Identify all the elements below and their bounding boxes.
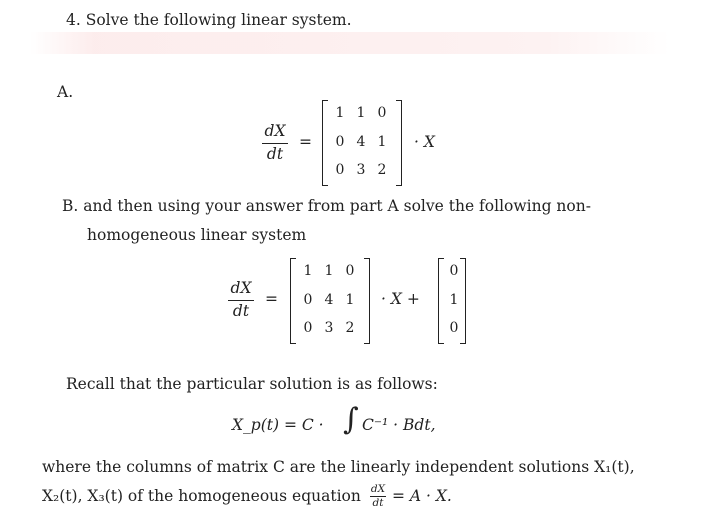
part-b-left-bracket (290, 258, 296, 344)
part-b-line1: B. and then using your answer from part A solve the following non- (62, 197, 591, 215)
integral-sign: ∫ (343, 402, 359, 437)
formula-integrand: C⁻¹ · Bdt, (362, 416, 436, 434)
matrix-a-cell: 4 (356, 134, 366, 150)
matrix-b-cell: 1 (345, 292, 355, 308)
part-a-lhs-num: dX (264, 122, 286, 140)
part-a-right-bracket (396, 100, 402, 186)
vector-cell: 0 (449, 263, 459, 279)
part-b-mid: · X + (381, 290, 420, 308)
matrix-a-cell: 1 (335, 105, 345, 121)
matrix-a-cell: 0 (377, 105, 387, 121)
vector-left-bracket (438, 258, 444, 344)
matrix-b-cell: 0 (345, 263, 355, 279)
matrix-a-cell: 3 (356, 162, 366, 178)
matrix-b-cell: 1 (324, 263, 334, 279)
matrix-a-cell: 1 (356, 105, 366, 121)
where-frac-den: dt (372, 496, 384, 509)
where-frac-num: dX (370, 483, 386, 495)
problem-title: 4. Solve the following linear system. (66, 11, 352, 29)
part-a-rhs: · X (414, 133, 435, 151)
part-a-lhs-fraction (262, 124, 288, 162)
part-b-lhs-num: dX (230, 279, 252, 297)
vector-cell: 0 (449, 320, 459, 336)
part-a-label: A. (57, 83, 74, 101)
part-b-line2: homogeneous linear system (87, 226, 307, 244)
matrix-b-cell: 4 (324, 292, 334, 308)
vector-cell: 1 (449, 292, 459, 308)
where-line2: X₂(t), X₃(t) of the homogeneous equation (42, 487, 361, 505)
matrix-b-cell: 1 (303, 263, 313, 279)
part-a-left-bracket (322, 100, 328, 186)
where-end: = A · X. (392, 487, 452, 505)
matrix-b-cell: 2 (345, 320, 355, 336)
recall-text: Recall that the particular solution is as follows: (66, 375, 438, 393)
formula-lhs: X_p(t) = C · (232, 416, 324, 434)
matrix-b-cell: 3 (324, 320, 334, 336)
part-a-lhs-den: dt (266, 144, 284, 163)
part-b-right-bracket (364, 258, 370, 344)
matrix-a-cell: 0 (335, 162, 345, 178)
pink-smear (30, 32, 670, 54)
vector-right-bracket (460, 258, 466, 344)
matrix-b-cell: 0 (303, 292, 313, 308)
matrix-a-cell: 1 (377, 134, 387, 150)
part-b-lhs-den: dt (232, 301, 250, 320)
part-a-equals: = (299, 133, 312, 151)
where-fraction (370, 484, 386, 508)
matrix-b-cell: 0 (303, 320, 313, 336)
where-line1: where the columns of matrix C are the linearly independent solutions X₁(t), (42, 458, 635, 476)
part-b-lhs-fraction (228, 281, 254, 319)
matrix-a-cell: 0 (335, 134, 345, 150)
part-b-equals: = (265, 290, 278, 308)
matrix-a-cell: 2 (377, 162, 387, 178)
